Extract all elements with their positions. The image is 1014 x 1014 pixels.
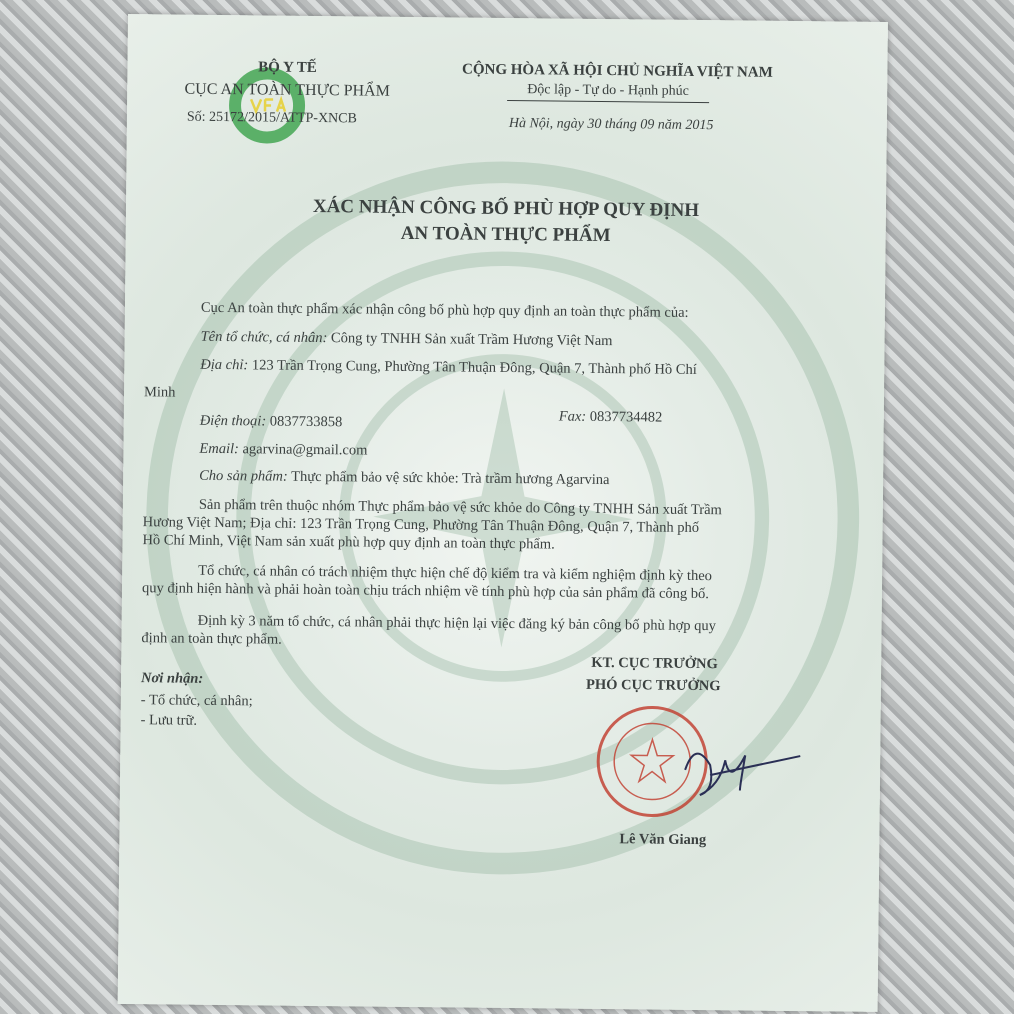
title-line-2: AN TOÀN THỰC PHẨM [400, 222, 611, 247]
recipient-item: - Lưu trữ. [140, 712, 198, 729]
official-stamp-and-signature [590, 699, 811, 826]
phone-label: Điện thoại: [199, 412, 267, 430]
title-line-1: XÁC NHẬN CÔNG BỐ PHÙ HỢP QUY ĐỊNH [312, 195, 700, 221]
product-value: Thực phẩm bảo vệ sức khỏe: Trà trầm hương Agarvina [291, 468, 610, 489]
product-label: Cho sản phẩm: [199, 467, 288, 485]
paragraph-3-line-1: Định kỳ 3 năm tổ chức, cá nhân phải thực hiện lại việc đăng ký bản công bố phù hợp quy [197, 612, 716, 635]
address-continued: Minh [143, 384, 176, 401]
phone-value: 0837733858 [269, 413, 343, 431]
org-label: Tên tổ chức, cá nhân: [200, 328, 328, 347]
paragraph-3-line-2: định an toàn thực phẩm. [141, 630, 282, 648]
signer-name: Lê Văn Giang [619, 831, 707, 849]
paragraph-1-line-1: Sản phẩm trên thuộc nhóm Thực phẩm bảo vệ sức khỏe do Công ty TNHH Sản xuất Trầm [198, 496, 722, 519]
fax-label: Fax: [558, 408, 587, 425]
issue-date: Hà Nội, ngày 30 tháng 09 năm 2015 [508, 115, 714, 134]
fax-value: 0837734482 [589, 408, 663, 426]
signature-title-1: KT. CỤC TRƯỞNG [591, 654, 718, 673]
email-label: Email: [199, 440, 240, 458]
org-value: Công ty TNHH Sản xuất Trầm Hương Việt Nam [330, 330, 613, 350]
agency-name: CỤC AN TOÀN THỰC PHẨM [184, 80, 390, 100]
email-value: agarvina@gmail.com [242, 441, 368, 459]
document-page [118, 14, 888, 1012]
document-number: Số: 25172/2015/ATTP-XNCB [186, 109, 357, 127]
signature-title-2: PHÓ CỤC TRƯỞNG [585, 676, 721, 695]
paragraph-1-line-3: Hồ Chí Minh, Việt Nam sản xuất phù hợp quy định an toàn thực phẩm. [142, 532, 555, 553]
recipients-label: Nơi nhận: [140, 670, 204, 687]
address-label: Địa chỉ: [200, 356, 249, 374]
recipient-item: - Tổ chức, cá nhân; [140, 692, 253, 710]
paragraph-2-line-1: Tổ chức, cá nhân có trách nhiệm thực hiện chế độ kiểm tra và kiểm nghiệm định kỳ theo [198, 562, 713, 585]
paragraph-1-line-2: Hương Việt Nam; Địa chỉ: 123 Trần Trọng Cung, Phường Tân Thuận Đông, Quận 7, Thành phố [142, 514, 700, 537]
address-value: 123 Trần Trọng Cung, Phường Tân Thuận Đông, Quận 7, Thành phố Hồ Chí [251, 357, 697, 378]
intro: Cục An toàn thực phẩm xác nhận công bố phù hợp quy định an toàn thực phẩm của: [200, 299, 689, 321]
vfa-logo [227, 65, 308, 146]
ministry-name: BỘ Y TẾ [258, 59, 317, 76]
nation-title: CỘNG HÒA XÃ HỘI CHỦ NGHĨA VIỆT NAM [461, 61, 773, 81]
paragraph-2-line-2: quy định hiện hành và phải hoàn toàn chịu trách nhiệm về tính phù hợp của sản phẩm đã công bố. [141, 580, 710, 603]
motto: Độc lập - Tự do - Hạnh phúc [507, 82, 709, 103]
